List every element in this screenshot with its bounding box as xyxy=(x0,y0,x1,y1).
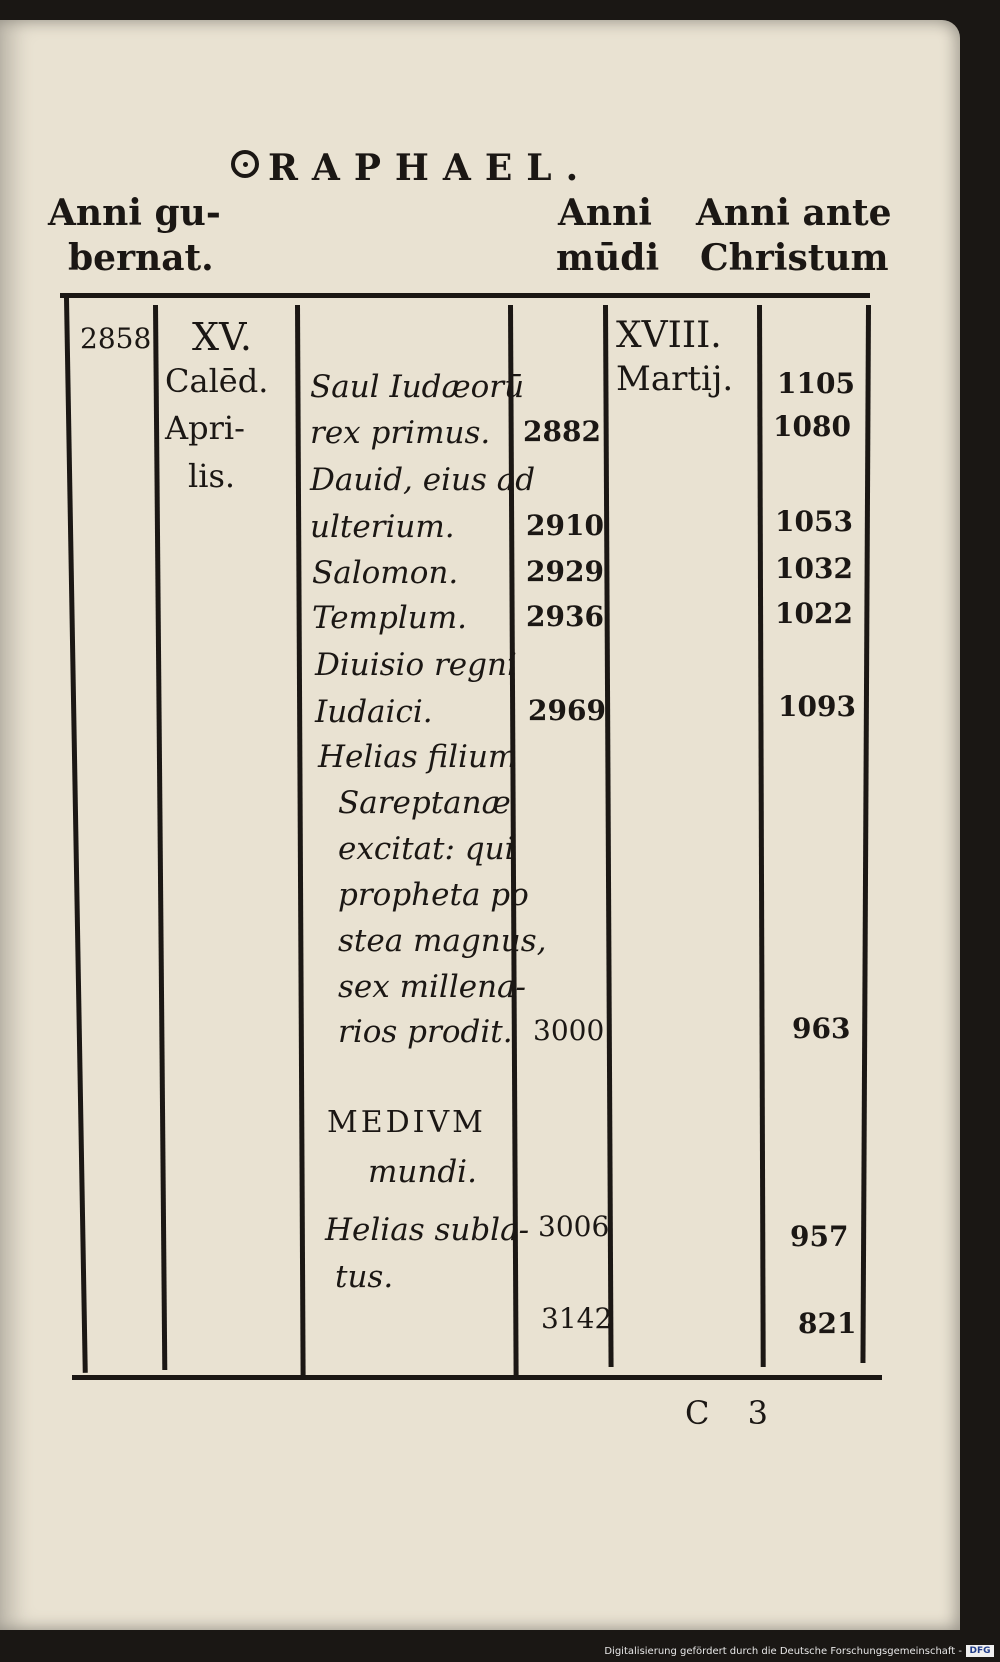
header-anni-gubernat-2: bernat. xyxy=(68,237,214,279)
event-line: sex millena- xyxy=(338,969,526,1005)
anni-mundi-value: 3006 xyxy=(538,1210,610,1243)
date-start-line: Calēd. xyxy=(165,362,269,400)
event-line: rex primus. xyxy=(310,415,491,451)
anni-ante-value: 957 xyxy=(790,1220,849,1253)
event-line: Helias filium xyxy=(318,739,518,775)
event-line: Dauid, eius ad xyxy=(310,462,536,498)
page-title: RAPHAEL. xyxy=(268,147,593,189)
first-year: 2858 xyxy=(80,322,152,355)
anni-mundi-value: 2936 xyxy=(526,600,604,633)
anni-mundi-value: 3142 xyxy=(541,1302,613,1335)
event-line: propheta po xyxy=(338,877,529,913)
anni-ante-value: 821 xyxy=(798,1307,857,1340)
header-anni-mundi-1: Anni xyxy=(558,192,652,234)
event-line: stea magnus, xyxy=(338,923,547,959)
anni-ante-value: 1093 xyxy=(778,690,856,723)
event-line: ulterium. xyxy=(310,509,455,545)
event-line: mundi. xyxy=(368,1154,477,1190)
event-line: Sareptanæ xyxy=(338,785,511,821)
header-anni-ante-1: Anni ante xyxy=(696,192,892,234)
event-line: Iudaici. xyxy=(315,694,433,730)
header-anni-mundi-2: mūdi xyxy=(556,237,660,279)
anni-mundi-value: 2882 xyxy=(523,415,601,448)
anni-ante-value: 1105 xyxy=(777,367,855,400)
table-bottom-rule xyxy=(72,1375,882,1380)
anni-mundi-value: 2969 xyxy=(528,694,606,727)
event-line: tus. xyxy=(335,1259,394,1295)
event-line: Diuisio regni xyxy=(315,647,517,683)
header-anni-ante-2: Christum xyxy=(700,237,889,279)
header-anni-gubernat-1: Anni gu- xyxy=(48,192,221,234)
anni-ante-value: 1053 xyxy=(775,505,853,538)
event-line: Saul Iudæorū xyxy=(310,369,525,405)
anni-ante-value: 1032 xyxy=(775,552,853,585)
sun-symbol-icon xyxy=(231,150,259,178)
date-start-line: lis. xyxy=(188,457,236,495)
anni-ante-value: 1022 xyxy=(775,597,853,630)
event-line: Helias subla- xyxy=(325,1212,530,1248)
date-end-line: XVIII. xyxy=(616,315,722,356)
anni-mundi-value: 2929 xyxy=(526,555,604,588)
event-line: rios prodit. xyxy=(338,1014,513,1050)
date-start-line: XV. xyxy=(192,315,252,359)
anni-mundi-value: 2910 xyxy=(526,509,604,542)
event-line: Templum. xyxy=(312,600,467,636)
dfg-logo: DFG xyxy=(966,1645,994,1657)
signature-mark: C 3 xyxy=(685,1394,769,1432)
table-top-rule xyxy=(60,293,870,298)
date-end-line: Martij. xyxy=(616,359,734,399)
anni-ante-value: 963 xyxy=(792,1012,851,1045)
anni-mundi-value: 3000 xyxy=(533,1014,605,1047)
anni-ante-value: 1080 xyxy=(773,410,851,443)
event-line: MEDIVM xyxy=(327,1105,486,1140)
digitization-credit: Digitalisierung gefördert durch die Deutsche Forschungsgemeinschaft - xyxy=(604,1646,962,1657)
date-start-line: Apri- xyxy=(165,409,245,447)
event-line: excitat: qui xyxy=(338,831,515,867)
event-line: Salomon. xyxy=(312,555,459,591)
